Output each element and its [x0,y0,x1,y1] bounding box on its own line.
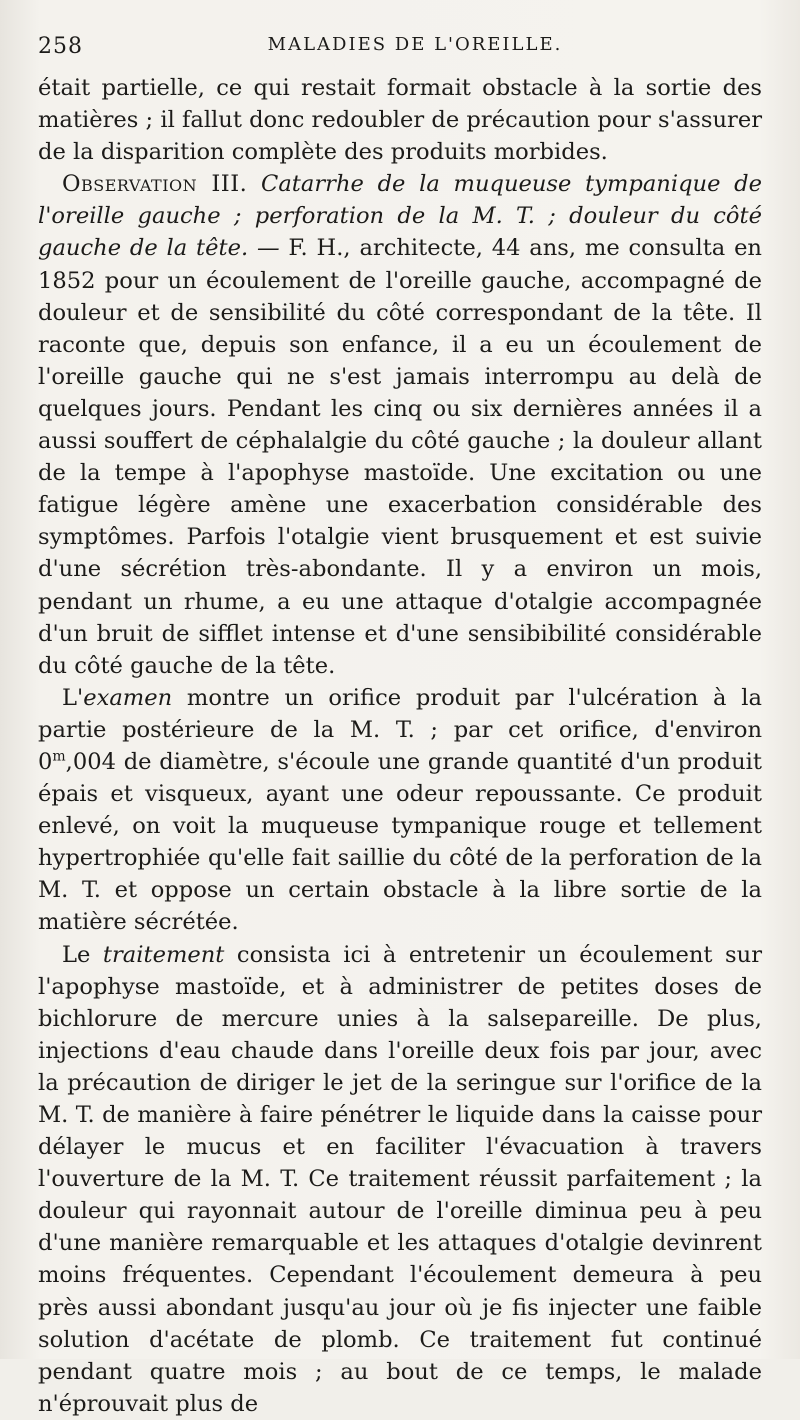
observation-title: Catarrhe de la muqueuse tympanique de l'oreille gauche ; perforation de la M. T. ; douleur du côté gauche de la tête. — [38,171,763,262]
observation-text: F. H., architecte, 44 ans, me consulta en 1852 pour un écoulement de l'oreille gauche, accompagné de douleur et de sensibilité du côté correspondant de la tête. Il raconte que, depuis son enfance, il a eu un écoulement de l'oreille gauche qui ne s'est jamais interrompu au delà de quelques jours. Pendant les cinq ou six dernières années il a aussi souffert de céphalalgie du côté gauche ; la douleur allant de la tempe à l'apophyse mastoïde. Une excitation ou une fatigue légère amène une exacerbation considérable des symptômes. Parfois l'otalgie vient brusquement et est suivie d'une sécrétion très-abondante. Il y a environ un mois, pendant un rhume, a eu une attaque d'otalgie accompagnée d'un bruit de sifflet intense et d'une sensibibilité considérable du côté gauche de la tête. [38,235,762,679]
paragraph-traitement [38,939,762,1420]
unit-superscript: m [52,748,66,765]
page-header [38,30,762,62]
page-number: 258 [38,34,83,59]
page-body [38,72,762,1420]
traitement-text: consista ici à entretenir un écoulement sur l'apophyse mastoïde, et à administrer de petites doses de bichlorure de mercure unies à la salsepareille. De plus, injections d'eau chaude dans l'oreille deux fois par jour, avec la précaution de diriger le jet de la seringue sur l'orifice de la M. T. de manière à faire pénétrer le liquide dans la caisse pour délayer le mucus et en faciliter l'évacuation à travers l'ouverture de la M. T. Ce traitement réussit parfaitement ; la douleur qui rayonnait autour de l'oreille diminua peu à peu d'une manière remarquable et les attaques d'otalgie devinrent moins fréquentes. Cependant l'écoulement demeura à peu près aussi abondant jusqu'au jour où je fis injecter une faible solution d'acétate de plomb. Ce traitement fut continué pendant quatre mois ; au bout de ce temps, le malade n'éprouvait plus de [38,941,762,1417]
traitement-lead: Le [62,941,103,968]
paragraph-examen [38,682,762,939]
paragraph-observation [38,168,762,682]
examen-emphasis: examen [83,684,173,711]
examen-lead: L' [62,684,84,711]
observation-label: Observation III. [62,171,248,198]
running-title: MALADIES DE L'OREILLE. [267,34,563,55]
examen-text-a: montre un orifice produit par l'ulcération à la partie postérieure de la M. T. ; par cet orifice, d'environ 0 [38,684,762,775]
paragraph-continuation: était partielle, ce qui restait formait obstacle à la sortie des matières ; il fallut donc redoubler de précaution pour s'assurer de la disparition complète des produits morbides. [38,75,762,166]
examen-text-b: ,004 de diamètre, s'écoule une grande quantité d'un produit épais et visqueux, ayant une odeur repoussante. Ce produit enlevé, on voit la muqueuse tympanique rouge et tellement hypertrophiée qu'elle fait saillie du côté de la perforation de la M. T. et oppose un certain obstacle à la libre sortie de la matière sécrétée. [38,748,762,936]
traitement-emphasis: traitement [102,941,225,968]
